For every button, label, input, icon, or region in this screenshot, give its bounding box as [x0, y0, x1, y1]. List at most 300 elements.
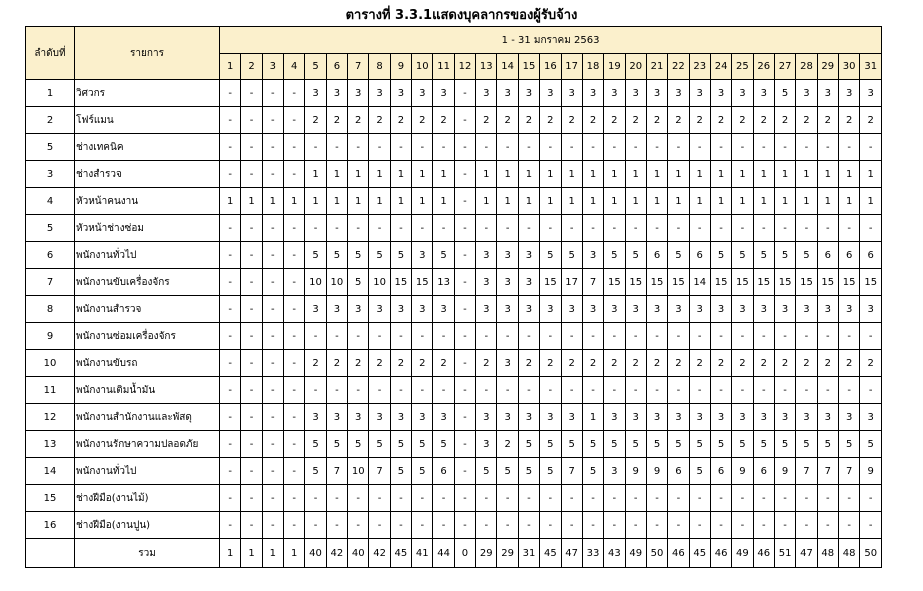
day-value-cell: 3	[518, 242, 539, 269]
day-value-cell: 3	[732, 404, 753, 431]
total-value-cell: 42	[369, 539, 390, 568]
day-value-cell: 1	[369, 188, 390, 215]
total-value-cell: 50	[860, 539, 882, 568]
day-value-cell: -	[774, 485, 795, 512]
day-value-cell: -	[284, 215, 305, 242]
day-value-cell: 3	[476, 242, 497, 269]
day-value-cell: 5	[348, 269, 369, 296]
table-row	[26, 242, 882, 269]
day-value-cell: 3	[518, 269, 539, 296]
day-value-cell: -	[241, 134, 262, 161]
day-value-cell: -	[689, 323, 710, 350]
day-value-cell: 3	[412, 80, 433, 107]
day-value-cell: -	[369, 215, 390, 242]
day-value-cell: 5	[305, 431, 326, 458]
day-value-cell: -	[326, 323, 347, 350]
day-value-cell: 3	[710, 80, 731, 107]
day-value-cell: -	[262, 512, 283, 539]
day-value-cell: -	[241, 350, 262, 377]
day-value-cell: -	[454, 377, 475, 404]
day-value-cell: -	[241, 512, 262, 539]
day-header: 27	[774, 54, 795, 80]
day-value-cell: 5	[774, 242, 795, 269]
table-title: ตารางที่ 3.3.1แสดงบุคลากรของผู้รับจ้าง	[345, 8, 578, 23]
day-value-cell: 5	[369, 242, 390, 269]
day-value-cell: 1	[796, 161, 817, 188]
day-value-cell: 2	[646, 107, 667, 134]
day-value-cell: 1	[817, 161, 838, 188]
day-value-cell: 3	[838, 296, 859, 323]
day-value-cell: 3	[540, 296, 561, 323]
day-value-cell: 5	[540, 431, 561, 458]
day-header: 23	[689, 54, 710, 80]
day-value-cell: 2	[710, 350, 731, 377]
day-value-cell: 1	[753, 188, 774, 215]
day-value-cell: 3	[582, 296, 603, 323]
day-value-cell: 3	[774, 404, 795, 431]
day-value-cell: 2	[796, 350, 817, 377]
day-value-cell: 5	[796, 242, 817, 269]
day-value-cell: -	[646, 323, 667, 350]
day-value-cell: -	[220, 107, 241, 134]
total-empty-cell	[26, 539, 75, 568]
day-value-cell: -	[305, 215, 326, 242]
day-value-cell: 3	[753, 80, 774, 107]
day-value-cell: 5	[668, 431, 689, 458]
day-header: 26	[753, 54, 774, 80]
day-header: 29	[817, 54, 838, 80]
day-value-cell: 3	[326, 80, 347, 107]
total-value-cell: 46	[753, 539, 774, 568]
day-value-cell: 6	[753, 458, 774, 485]
day-value-cell: -	[220, 269, 241, 296]
day-value-cell: 3	[412, 404, 433, 431]
day-value-cell: 2	[689, 107, 710, 134]
day-value-cell: -	[796, 485, 817, 512]
day-value-cell: -	[454, 431, 475, 458]
day-value-cell: -	[454, 134, 475, 161]
day-value-cell: 5	[412, 458, 433, 485]
day-value-cell: -	[732, 323, 753, 350]
day-value-cell: 3	[518, 404, 539, 431]
day-value-cell: -	[497, 215, 518, 242]
day-value-cell: -	[668, 485, 689, 512]
day-value-cell: -	[412, 323, 433, 350]
day-value-cell: 3	[326, 296, 347, 323]
day-value-cell: 3	[646, 404, 667, 431]
day-value-cell: -	[390, 485, 411, 512]
day-value-cell: -	[710, 377, 731, 404]
day-value-cell: 9	[732, 458, 753, 485]
table-row	[26, 80, 882, 107]
day-value-cell: 3	[860, 296, 882, 323]
day-value-cell: -	[817, 485, 838, 512]
day-value-cell: 1	[390, 161, 411, 188]
day-value-cell: -	[796, 377, 817, 404]
day-value-cell: 10	[369, 269, 390, 296]
day-value-cell: 3	[732, 296, 753, 323]
day-value-cell: -	[305, 323, 326, 350]
day-value-cell: 9	[625, 458, 646, 485]
day-value-cell: 1	[796, 188, 817, 215]
day-value-cell: 3	[668, 296, 689, 323]
day-value-cell: 3	[348, 80, 369, 107]
day-value-cell: 1	[604, 188, 625, 215]
day-value-cell: 3	[476, 80, 497, 107]
day-value-cell: -	[284, 269, 305, 296]
day-value-cell: -	[710, 485, 731, 512]
day-value-cell: 7	[582, 269, 603, 296]
day-value-cell: -	[348, 485, 369, 512]
day-value-cell: 5	[582, 458, 603, 485]
day-value-cell: -	[625, 134, 646, 161]
day-value-cell: -	[497, 485, 518, 512]
day-value-cell: -	[476, 485, 497, 512]
day-value-cell: 1	[732, 188, 753, 215]
day-value-cell: 5	[476, 458, 497, 485]
total-value-cell: 46	[710, 539, 731, 568]
day-value-cell: 5	[604, 242, 625, 269]
day-value-cell: -	[326, 485, 347, 512]
day-value-cell: 5	[433, 242, 454, 269]
day-value-cell: 15	[860, 269, 882, 296]
day-value-cell: 2	[390, 107, 411, 134]
day-value-cell: 3	[796, 404, 817, 431]
day-value-cell: -	[433, 323, 454, 350]
day-value-cell: 1	[540, 161, 561, 188]
day-value-cell: -	[241, 80, 262, 107]
day-value-cell: -	[262, 215, 283, 242]
day-value-cell: 3	[689, 80, 710, 107]
day-value-cell: -	[433, 134, 454, 161]
day-value-cell: 9	[860, 458, 882, 485]
day-value-cell: -	[732, 485, 753, 512]
day-value-cell: -	[348, 323, 369, 350]
table-row	[26, 458, 882, 485]
day-value-cell: -	[540, 377, 561, 404]
day-value-cell: -	[412, 377, 433, 404]
day-value-cell: 3	[668, 80, 689, 107]
day-value-cell: 2	[774, 107, 795, 134]
row-name: หัวหน้าช่างซ่อม	[75, 215, 220, 242]
day-value-cell: -	[646, 512, 667, 539]
day-value-cell: -	[369, 323, 390, 350]
table-row	[26, 512, 882, 539]
day-value-cell: 3	[753, 296, 774, 323]
day-value-cell: 1	[540, 188, 561, 215]
day-value-cell: 15	[796, 269, 817, 296]
day-value-cell: 3	[390, 80, 411, 107]
day-value-cell: -	[476, 323, 497, 350]
day-value-cell: 2	[753, 350, 774, 377]
day-value-cell: -	[305, 377, 326, 404]
day-value-cell: 2	[860, 107, 882, 134]
day-value-cell: 5	[625, 242, 646, 269]
day-value-cell: 3	[710, 296, 731, 323]
day-value-cell: -	[369, 485, 390, 512]
day-header: 13	[476, 54, 497, 80]
day-value-cell: -	[646, 134, 667, 161]
day-value-cell: -	[838, 134, 859, 161]
total-value-cell: 49	[625, 539, 646, 568]
day-value-cell: 7	[326, 458, 347, 485]
day-value-cell: 1	[497, 161, 518, 188]
day-value-cell: -	[241, 431, 262, 458]
total-value-cell: 29	[476, 539, 497, 568]
day-value-cell: 2	[497, 107, 518, 134]
day-value-cell: -	[497, 323, 518, 350]
day-value-cell: 1	[518, 161, 539, 188]
day-value-cell: 2	[561, 107, 582, 134]
day-value-cell: 3	[497, 269, 518, 296]
day-value-cell: -	[220, 80, 241, 107]
day-value-cell: 5	[326, 431, 347, 458]
row-name: พนักงานขับเครื่องจักร	[75, 269, 220, 296]
row-name: พนักงานทั่วไป	[75, 458, 220, 485]
day-value-cell: 15	[817, 269, 838, 296]
day-header: 20	[625, 54, 646, 80]
day-value-cell: -	[860, 215, 882, 242]
total-value-cell: 40	[348, 539, 369, 568]
day-value-cell: -	[326, 512, 347, 539]
day-value-cell: 2	[518, 107, 539, 134]
day-header: 28	[796, 54, 817, 80]
day-value-cell: -	[241, 323, 262, 350]
day-value-cell: 3	[753, 404, 774, 431]
total-value-cell: 29	[497, 539, 518, 568]
day-value-cell: 1	[774, 161, 795, 188]
day-value-cell: -	[284, 107, 305, 134]
total-value-cell: 1	[262, 539, 283, 568]
day-value-cell: -	[348, 134, 369, 161]
day-value-cell: -	[284, 458, 305, 485]
day-value-cell: 1	[348, 161, 369, 188]
day-value-cell: -	[838, 377, 859, 404]
day-value-cell: 1	[710, 161, 731, 188]
day-value-cell: -	[454, 215, 475, 242]
day-value-cell: -	[518, 323, 539, 350]
day-value-cell: -	[604, 134, 625, 161]
day-value-cell: 3	[348, 404, 369, 431]
day-value-cell: 3	[561, 80, 582, 107]
day-value-cell: -	[668, 323, 689, 350]
seq-header: ลำดับที่	[26, 27, 75, 80]
row-number: 1	[26, 80, 75, 107]
row-number: 16	[26, 512, 75, 539]
total-value-cell: 45	[689, 539, 710, 568]
day-header: 10	[412, 54, 433, 80]
day-value-cell: 15	[838, 269, 859, 296]
day-value-cell: 5	[348, 431, 369, 458]
day-value-cell: -	[241, 458, 262, 485]
day-value-cell: -	[625, 485, 646, 512]
day-header: 25	[732, 54, 753, 80]
day-value-cell: 1	[582, 404, 603, 431]
day-header: 9	[390, 54, 411, 80]
day-value-cell: -	[284, 377, 305, 404]
day-value-cell: -	[604, 377, 625, 404]
row-number: 9	[26, 323, 75, 350]
day-value-cell: 5	[390, 431, 411, 458]
row-name: ช่างสำรวจ	[75, 161, 220, 188]
day-value-cell: -	[454, 161, 475, 188]
day-value-cell: -	[774, 215, 795, 242]
day-value-cell: -	[262, 80, 283, 107]
row-name: ช่างฝีมือ(งานไม้)	[75, 485, 220, 512]
day-value-cell: 3	[625, 296, 646, 323]
day-value-cell: -	[241, 242, 262, 269]
day-value-cell: 1	[412, 161, 433, 188]
day-header: 22	[668, 54, 689, 80]
day-value-cell: -	[518, 377, 539, 404]
day-value-cell: -	[860, 323, 882, 350]
day-value-cell: -	[710, 512, 731, 539]
day-value-cell: 1	[668, 188, 689, 215]
day-value-cell: 2	[689, 350, 710, 377]
day-value-cell: -	[284, 161, 305, 188]
day-value-cell: -	[262, 269, 283, 296]
day-value-cell: -	[433, 485, 454, 512]
day-value-cell: -	[710, 323, 731, 350]
table-row	[26, 134, 882, 161]
day-value-cell: 1	[732, 161, 753, 188]
day-value-cell: 3	[582, 242, 603, 269]
day-value-cell: 3	[369, 80, 390, 107]
day-value-cell: 2	[390, 350, 411, 377]
day-value-cell: -	[838, 323, 859, 350]
row-number: 15	[26, 485, 75, 512]
day-value-cell: -	[220, 296, 241, 323]
day-header: 5	[305, 54, 326, 80]
table-row	[26, 350, 882, 377]
table-row	[26, 215, 882, 242]
day-value-cell: 6	[710, 458, 731, 485]
day-value-cell: -	[241, 377, 262, 404]
day-value-cell: 1	[817, 188, 838, 215]
day-value-cell: -	[220, 431, 241, 458]
day-value-cell: -	[518, 215, 539, 242]
day-value-cell: -	[284, 323, 305, 350]
day-value-cell: 1	[326, 161, 347, 188]
day-value-cell: 1	[582, 188, 603, 215]
day-value-cell: 5	[689, 431, 710, 458]
day-value-cell: -	[540, 485, 561, 512]
day-value-cell: 14	[689, 269, 710, 296]
day-value-cell: -	[668, 134, 689, 161]
day-value-cell: 3	[497, 242, 518, 269]
day-value-cell: -	[412, 215, 433, 242]
day-value-cell: 5	[561, 242, 582, 269]
day-value-cell: -	[753, 512, 774, 539]
day-value-cell: 2	[369, 107, 390, 134]
day-value-cell: -	[454, 350, 475, 377]
day-value-cell: 3	[518, 80, 539, 107]
day-value-cell: 5	[753, 431, 774, 458]
day-value-cell: 3	[732, 80, 753, 107]
day-value-cell: 5	[604, 431, 625, 458]
day-value-cell: 17	[561, 269, 582, 296]
day-value-cell: 5	[412, 431, 433, 458]
day-value-cell: -	[625, 377, 646, 404]
day-value-cell: -	[582, 323, 603, 350]
day-value-cell: 15	[390, 269, 411, 296]
day-value-cell: -	[369, 377, 390, 404]
period-header: 1 - 31 มกราคม 2563	[220, 27, 882, 54]
day-value-cell: 3	[540, 80, 561, 107]
day-value-cell: 1	[390, 188, 411, 215]
day-value-cell: 9	[774, 458, 795, 485]
day-value-cell: -	[241, 161, 262, 188]
day-value-cell: -	[732, 134, 753, 161]
day-value-cell: -	[220, 485, 241, 512]
day-value-cell: -	[412, 512, 433, 539]
day-value-cell: -	[433, 215, 454, 242]
total-value-cell: 0	[454, 539, 475, 568]
total-value-cell: 1	[241, 539, 262, 568]
row-name: พนักงานขับรถ	[75, 350, 220, 377]
day-value-cell: 2	[540, 107, 561, 134]
day-value-cell: 5	[774, 431, 795, 458]
day-header: 8	[369, 54, 390, 80]
day-value-cell: -	[369, 512, 390, 539]
day-value-cell: 9	[646, 458, 667, 485]
day-value-cell: 2	[625, 350, 646, 377]
day-value-cell: -	[561, 215, 582, 242]
row-number: 12	[26, 404, 75, 431]
day-header: 16	[540, 54, 561, 80]
day-value-cell: 5	[732, 242, 753, 269]
day-value-cell: -	[817, 377, 838, 404]
day-value-cell: 3	[433, 296, 454, 323]
item-header: รายการ	[75, 27, 220, 80]
total-value-cell: 47	[796, 539, 817, 568]
day-value-cell: -	[220, 404, 241, 431]
day-value-cell: -	[540, 134, 561, 161]
day-value-cell: 3	[582, 80, 603, 107]
day-value-cell: 5	[390, 458, 411, 485]
day-value-cell: -	[412, 485, 433, 512]
day-value-cell: 15	[774, 269, 795, 296]
day-value-cell: 1	[220, 188, 241, 215]
row-name: พนักงานสำรวจ	[75, 296, 220, 323]
day-value-cell: 2	[668, 350, 689, 377]
day-value-cell: -	[390, 512, 411, 539]
day-value-cell: 2	[497, 431, 518, 458]
day-value-cell: 3	[305, 80, 326, 107]
day-value-cell: 3	[433, 80, 454, 107]
day-header: 6	[326, 54, 347, 80]
day-value-cell: 5	[710, 242, 731, 269]
day-value-cell: 3	[412, 242, 433, 269]
day-value-cell: -	[753, 485, 774, 512]
day-value-cell: -	[284, 431, 305, 458]
day-value-cell: 2	[625, 107, 646, 134]
day-value-cell: 1	[518, 188, 539, 215]
day-value-cell: 2	[753, 107, 774, 134]
day-value-cell: 2	[838, 107, 859, 134]
day-value-cell: 1	[753, 161, 774, 188]
day-value-cell: 3	[561, 296, 582, 323]
row-number: 6	[26, 242, 75, 269]
day-value-cell: -	[625, 215, 646, 242]
total-value-cell: 46	[668, 539, 689, 568]
row-number: 14	[26, 458, 75, 485]
day-value-cell: -	[838, 485, 859, 512]
total-value-cell: 45	[390, 539, 411, 568]
day-value-cell: 3	[689, 404, 710, 431]
day-value-cell: 3	[838, 404, 859, 431]
day-value-cell: -	[454, 242, 475, 269]
